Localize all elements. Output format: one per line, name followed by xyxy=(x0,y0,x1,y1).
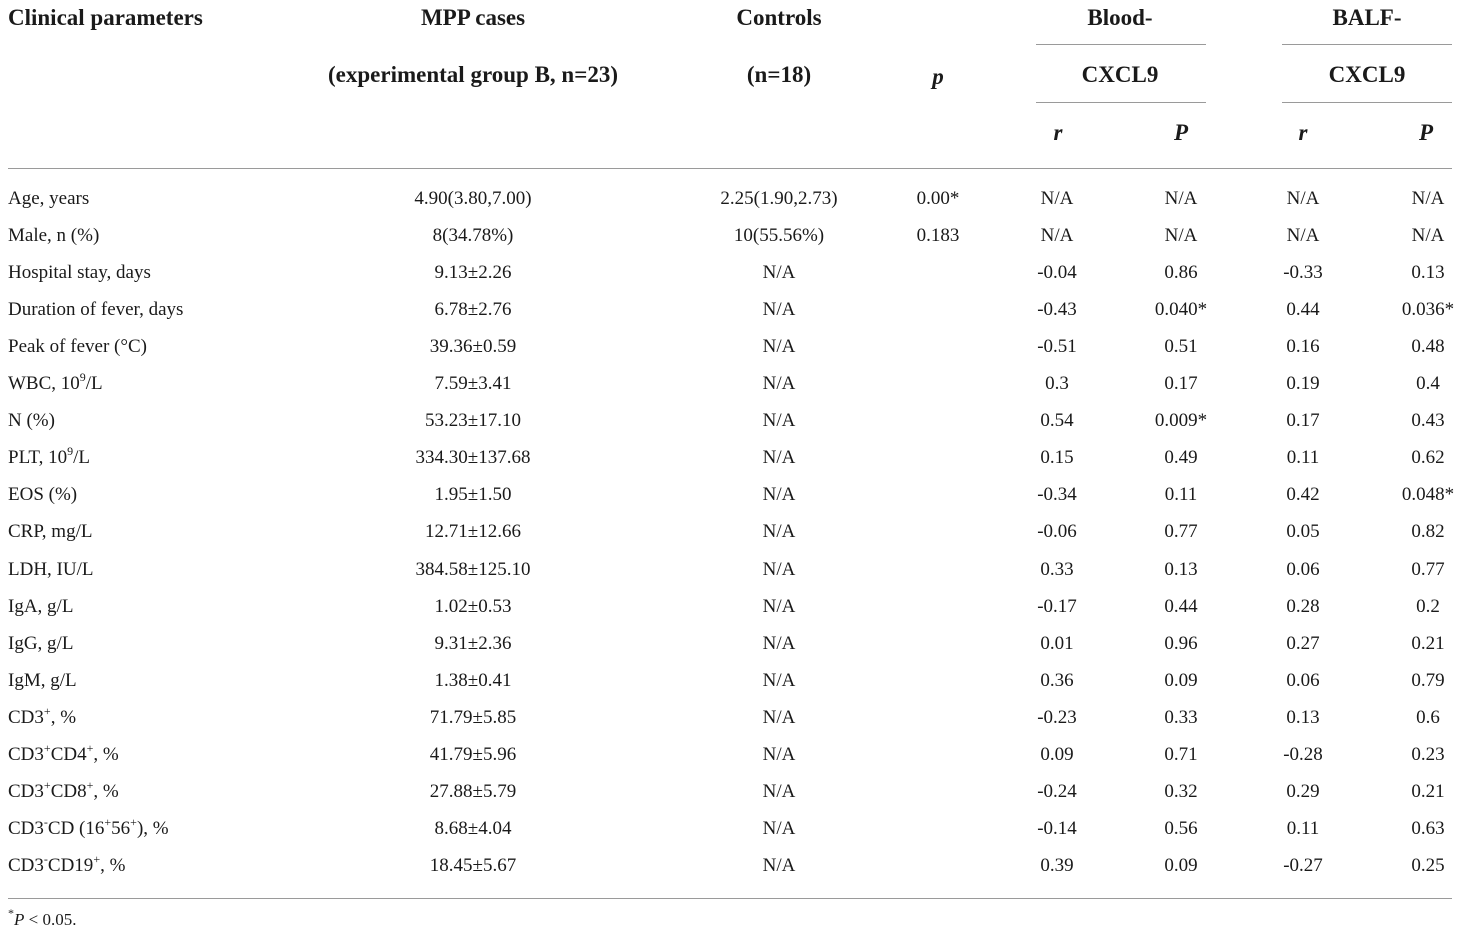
cell-controls: N/A xyxy=(762,410,796,431)
cell-balf-r: -0.33 xyxy=(1283,262,1323,283)
cell-controls: 10(55.56%) xyxy=(733,225,825,246)
cell-balf-p: 0.79 xyxy=(1411,670,1445,691)
cell-balf-r: 0.06 xyxy=(1286,559,1320,580)
cell-parameter: Peak of fever (°C) xyxy=(8,336,147,357)
cell-blood-p: 0.09 xyxy=(1164,670,1198,691)
cell-mpp: 8(34.78%) xyxy=(432,225,514,246)
cell-balf-r: 0.16 xyxy=(1286,336,1320,357)
cell-balf-p: 0.25 xyxy=(1411,855,1445,876)
cell-blood-r: 0.09 xyxy=(1040,744,1074,765)
cell-controls: 2.25(1.90,2.73) xyxy=(720,188,838,209)
cell-balf-p: 0.036* xyxy=(1401,299,1455,320)
cell-balf-p: 0.6 xyxy=(1416,707,1440,728)
blood-sub-rule xyxy=(1036,102,1206,103)
cell-parameter: Duration of fever, days xyxy=(8,299,184,320)
header-p: p xyxy=(932,64,944,89)
cell-balf-r: 0.19 xyxy=(1286,373,1320,394)
cell-parameter: CRP, mg/L xyxy=(8,521,93,542)
cell-blood-p: 0.56 xyxy=(1164,818,1198,839)
cell-balf-p: 0.77 xyxy=(1411,559,1445,580)
cell-mpp: 41.79±5.96 xyxy=(429,744,517,765)
header-mpp-group: (experimental group B, n=23) xyxy=(328,62,618,87)
blood-top-rule xyxy=(1036,44,1206,45)
cell-blood-r: N/A xyxy=(1040,188,1074,209)
cell-controls: N/A xyxy=(762,447,796,468)
cell-parameter: CD3+CD8+, % xyxy=(8,777,119,802)
cell-blood-r: -0.04 xyxy=(1037,262,1077,283)
cell-parameter: Age, years xyxy=(8,188,90,209)
cell-balf-r: 0.29 xyxy=(1286,781,1320,802)
cell-mpp: 8.68±4.04 xyxy=(434,818,512,839)
header-blood: Blood- xyxy=(1087,5,1153,30)
cell-balf-r: 0.06 xyxy=(1286,670,1320,691)
cell-blood-r: -0.34 xyxy=(1037,484,1077,505)
cell-blood-r: -0.14 xyxy=(1037,818,1077,839)
cell-blood-r: 0.36 xyxy=(1040,670,1074,691)
header-balf-r: r xyxy=(1298,120,1308,145)
cell-parameter: LDH, IU/L xyxy=(8,559,94,580)
cell-blood-r: N/A xyxy=(1040,225,1074,246)
cell-controls: N/A xyxy=(762,336,796,357)
cell-parameter: WBC, $10^9/L$ xyxy=(8,369,103,394)
cell-balf-r: 0.27 xyxy=(1286,633,1320,654)
cell-blood-p: 0.33 xyxy=(1164,707,1198,728)
header-blood-cxcl9: CXCL9 xyxy=(1081,62,1159,87)
cell-parameter: IgA, g/L xyxy=(8,596,74,617)
header-controls-n: (n=18) xyxy=(746,62,812,87)
cell-blood-p: 0.32 xyxy=(1164,781,1198,802)
cell-mpp: 1.38±0.41 xyxy=(434,670,512,691)
cell-blood-r: 0.15 xyxy=(1040,447,1074,468)
cell-mpp: 27.88±5.79 xyxy=(429,781,517,802)
header-mpp-cases: MPP cases xyxy=(420,5,526,30)
cell-controls: N/A xyxy=(762,744,796,765)
cell-balf-p: 0.63 xyxy=(1411,818,1445,839)
cell-mpp: 6.78±2.76 xyxy=(434,299,512,320)
cell-controls: N/A xyxy=(762,818,796,839)
cell-mpp: 53.23±17.10 xyxy=(425,410,521,431)
cell-controls: N/A xyxy=(762,262,796,283)
cell-blood-p: N/A xyxy=(1164,225,1198,246)
cell-parameter: CD3-CD (16+56+), % xyxy=(8,814,169,839)
cell-p: 0.183 xyxy=(916,225,960,246)
cell-controls: N/A xyxy=(762,299,796,320)
header-balf-cxcl9: CXCL9 xyxy=(1328,62,1406,87)
cell-mpp: 7.59±3.41 xyxy=(434,373,512,394)
cell-mpp: 39.36±0.59 xyxy=(429,336,517,357)
cell-blood-p: 0.96 xyxy=(1164,633,1198,654)
cell-parameter: CD3-CD19+, % xyxy=(8,851,126,876)
cell-balf-p: 0.48 xyxy=(1411,336,1445,357)
cell-blood-p: 0.17 xyxy=(1164,373,1198,394)
footnote-italic: P xyxy=(14,910,25,929)
cell-balf-r: 0.13 xyxy=(1286,707,1320,728)
cell-balf-r: -0.27 xyxy=(1283,855,1323,876)
cell-balf-r: 0.44 xyxy=(1286,299,1320,320)
cell-blood-p: 0.49 xyxy=(1164,447,1198,468)
cell-mpp: 4.90(3.80,7.00) xyxy=(414,188,532,209)
header-blood-P: P xyxy=(1173,120,1189,145)
cell-mpp: 384.58±125.10 xyxy=(415,559,531,580)
cell-balf-r: 0.28 xyxy=(1286,596,1320,617)
cell-controls: N/A xyxy=(762,521,796,542)
cell-blood-r: -0.06 xyxy=(1037,521,1077,542)
cell-mpp: 71.79±5.85 xyxy=(429,707,517,728)
cell-parameter: PLT, $10^9/L$ xyxy=(8,443,91,468)
header-balf: BALF- xyxy=(1332,5,1402,30)
header-clinical-parameters: Clinical parameters xyxy=(8,5,203,30)
cell-balf-p: 0.4 xyxy=(1416,373,1440,394)
cell-blood-r: 0.3 xyxy=(1045,373,1069,394)
cell-balf-p: 0.048* xyxy=(1401,484,1455,505)
cell-parameter: CD3+CD4+, % xyxy=(8,740,119,765)
cell-balf-r: N/A xyxy=(1286,188,1320,209)
cell-parameter: IgG, g/L xyxy=(8,633,74,654)
cell-balf-p: N/A xyxy=(1411,188,1445,209)
footnote-text: < 0.05. xyxy=(24,910,77,929)
cell-mpp: 334.30±137.68 xyxy=(415,447,531,468)
cell-controls: N/A xyxy=(762,855,796,876)
cell-balf-p: 0.13 xyxy=(1411,262,1445,283)
cell-blood-p: 0.44 xyxy=(1164,596,1198,617)
cell-p: 0.00* xyxy=(916,188,960,209)
cell-blood-r: 0.01 xyxy=(1040,633,1074,654)
cell-controls: N/A xyxy=(762,670,796,691)
cell-blood-r: -0.43 xyxy=(1037,299,1077,320)
footnote-mark: * xyxy=(8,906,14,921)
cell-balf-r: 0.05 xyxy=(1286,521,1320,542)
cell-balf-r: N/A xyxy=(1286,225,1320,246)
cell-mpp: 1.95±1.50 xyxy=(434,484,512,505)
cell-balf-r: 0.11 xyxy=(1286,818,1320,839)
cell-controls: N/A xyxy=(762,633,796,654)
cell-parameter: Hospital stay, days xyxy=(8,262,151,283)
cell-controls: N/A xyxy=(762,559,796,580)
cell-blood-p: 0.71 xyxy=(1164,744,1198,765)
cell-blood-p: 0.77 xyxy=(1164,521,1198,542)
cell-balf-p: 0.21 xyxy=(1411,781,1445,802)
header-controls: Controls xyxy=(736,5,822,30)
cell-blood-r: -0.51 xyxy=(1037,336,1077,357)
cell-parameter: EOS (%) xyxy=(8,484,78,505)
cell-controls: N/A xyxy=(762,596,796,617)
cell-blood-p: N/A xyxy=(1164,188,1198,209)
cell-parameter: N (%) xyxy=(8,410,55,431)
cell-mpp: 18.45±5.67 xyxy=(429,855,517,876)
cell-blood-p: 0.11 xyxy=(1164,484,1198,505)
cell-blood-r: 0.54 xyxy=(1040,410,1074,431)
cell-balf-r: 0.11 xyxy=(1286,447,1320,468)
cell-blood-r: -0.23 xyxy=(1037,707,1077,728)
cell-parameter: Male, n (%) xyxy=(8,225,100,246)
cell-mpp: 9.13±2.26 xyxy=(434,262,512,283)
cell-balf-r: 0.42 xyxy=(1286,484,1320,505)
cell-mpp: 12.71±12.66 xyxy=(425,521,521,542)
cell-blood-p: 0.86 xyxy=(1164,262,1198,283)
cell-balf-p: 0.62 xyxy=(1411,447,1445,468)
cell-blood-r: -0.17 xyxy=(1037,596,1077,617)
cell-balf-r: -0.28 xyxy=(1283,744,1323,765)
balf-sub-rule xyxy=(1282,102,1452,103)
cell-blood-r: 0.33 xyxy=(1040,559,1074,580)
cell-controls: N/A xyxy=(762,707,796,728)
cell-blood-p: 0.009* xyxy=(1154,410,1208,431)
cell-blood-p: 0.13 xyxy=(1164,559,1198,580)
cell-balf-p: 0.2 xyxy=(1416,596,1440,617)
cell-balf-p: 0.21 xyxy=(1411,633,1445,654)
footnote xyxy=(8,906,77,930)
header-bottom-rule xyxy=(8,168,1452,169)
balf-top-rule xyxy=(1282,44,1452,45)
cell-controls: N/A xyxy=(762,373,796,394)
cell-blood-r: -0.24 xyxy=(1037,781,1077,802)
cell-balf-p: 0.82 xyxy=(1411,521,1445,542)
cell-blood-r: 0.39 xyxy=(1040,855,1074,876)
cell-mpp: 9.31±2.36 xyxy=(434,633,512,654)
cell-parameter: CD3+, % xyxy=(8,703,77,728)
cell-mpp: 1.02±0.53 xyxy=(434,596,512,617)
cell-balf-p: N/A xyxy=(1411,225,1445,246)
cell-blood-p: 0.040* xyxy=(1154,299,1208,320)
cell-controls: N/A xyxy=(762,484,796,505)
cell-parameter: IgM, g/L xyxy=(8,670,77,691)
cell-blood-p: 0.51 xyxy=(1164,336,1198,357)
table-bottom-rule xyxy=(8,898,1452,899)
cell-balf-r: 0.17 xyxy=(1286,410,1320,431)
cell-blood-p: 0.09 xyxy=(1164,855,1198,876)
cell-controls: N/A xyxy=(762,781,796,802)
cell-balf-p: 0.43 xyxy=(1411,410,1445,431)
cell-balf-p: 0.23 xyxy=(1411,744,1445,765)
header-balf-P: P xyxy=(1418,120,1434,145)
header-blood-r: r xyxy=(1053,120,1063,145)
